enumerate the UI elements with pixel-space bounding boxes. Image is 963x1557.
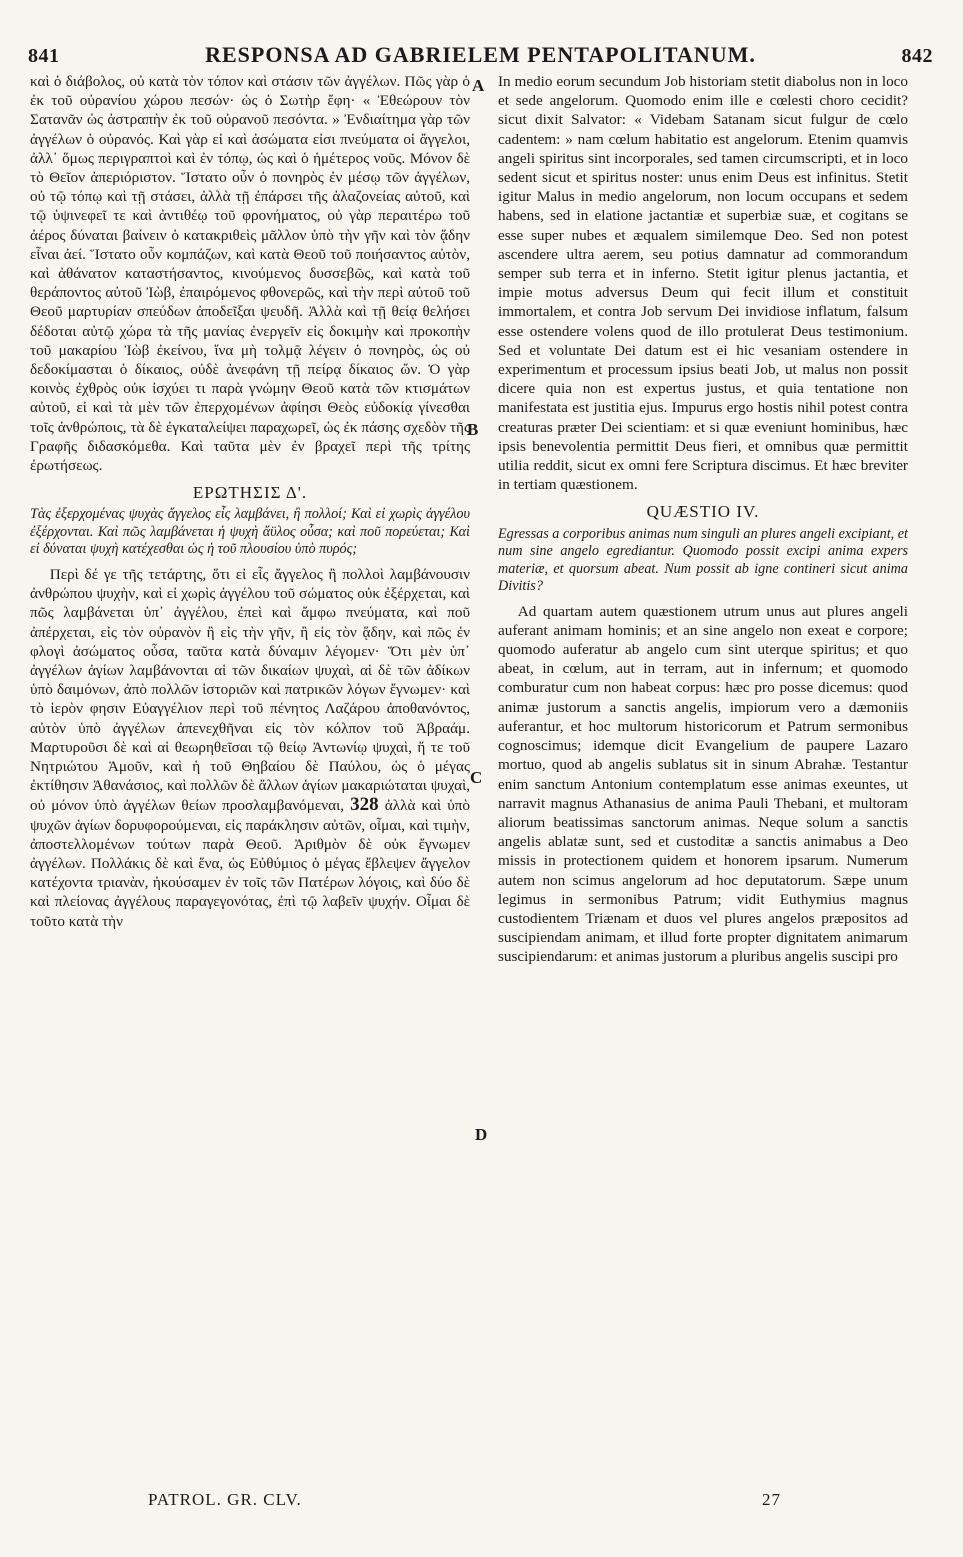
page-number-left: 841: [28, 45, 60, 67]
footer-signature: 27: [762, 1490, 781, 1509]
margin-letter-a: A: [472, 76, 485, 95]
margin-letter-b: B: [467, 420, 479, 439]
latin-column: [498, 72, 908, 967]
latin-question-summary: Egressas a corporibus animas num singuli an plures angeli excipiant, et num sine angelo egrediantur. Quomodo possit excipi anima expers materiæ, et quorsum abeat. Num possit ab igne contineri sicut anima Divitis?: [498, 525, 908, 595]
latin-paragraph-2: Ad quartam autem quæstionem utrum unus aut plures angeli auferant animam hominis; et an sine angelo non exeat e corpore; quomodo auferatur ab angelo cum sint uterque spiritus; et quo abeat, in cœlum, aut in terram, aut in infernum; et quomodo comburatur cum non habeat corpus: hæc pro posse dicemus: quod animæ justorum a sanctis angelis, impiorum vero a dæmoniis auferantur, et hoc multorum historicorum et Patrum sermonibus cognoscimus; idemque dicit Evangelium de paupere Lazaro mortuo, quod ab angelis sublatus sit in sinum Abrahæ. Testantur enim sanctum Antonium contemplatum esse animas exeuntes, ut narravit magnus Athanasius de anima Pauli Thebani, et multoram aliorum beatissimas sanctorum animas. Neque solum a sanctis angelis ablatæ sunt, sed et custoditæ a sanctis animabus a Deo missis in protectionem quidem et honorem ipsarum. Numerum autem non scimus angelorum ad hoc deputatorum. Sæpe unum legimus in sermonibus Patrum; vidit Euthymius magnus custodientem Triænam et duos vel plures angelos præpositos ad suscipiendam animam, et illud forte propter dignitatem animarum suscipiendarum: et animas justorum a pluribus angelis suscipi pro: [498, 602, 908, 966]
running-title: RESPONSA AD GABRIELEM PENTAPOLITANUM.: [205, 42, 756, 67]
latin-question-title: QUÆSTIO IV.: [646, 502, 760, 522]
greek-paragraph-2a: Περὶ δέ γε τῆς τετάρτης, ὅτι εἰ εἷς ἄγγελος ἢ πολλοὶ λαμβάνουσιν ἀνθρώπου ψυχὴν, καὶ εἰ χωρὶς ἀγγέλου τοῦ σώματος οὐκ ἐξέρχεται, καὶ πῶς λαμβάνεται ὑπ᾽ ἀγγέλου, ἐπεὶ καὶ ἄμφω πνεύματα, καὶ ποῦ ἀπέρχεται, εἰς τὸν οὐρανὸν ἢ εἰς τὴν γῆν, ἢ εἰς τὸν ᾅδην, καὶ πῶς ἐν φλογὶ ἀσώματος οὖσα, ταῦτα κατὰ δύναμιν λέγομεν· Ὅτι μὲν ὑπ᾽ ἀγγέλων ἁγίων λαμβάνονται αἱ τῶν δικαίων ψυχαὶ, αἱ δὲ τῶν ἀδίκων ὑπὸ δαιμόνων, ἀπὸ πολλῶν ἱστοριῶν καὶ πατρικῶν λόγων ἔγνωμεν· καὶ τὸ ἱερὸν φησιν Εὐαγγέλιον περὶ τοῦ πένητος Λαζάρου ἀποθανόντος, αὐτὸν ὑπὸ ἀγγέλων ἀπενεχθῆναι εἰς τὸν κόλπον τοῦ Ἀβραάμ. Μαρτυροῦσι δὲ καὶ αἱ θεωρηθεῖσαι τῷ θείῳ Ἀντωνίῳ ψυχαὶ, ἥ τε τοῦ Νητριώτου Ἀμοῦν, καὶ ἡ τοῦ Θηβαίου δὲ Παύλου, ὡς ὁ μέγας ἐκτίθησιν Ἀθανάσιος, καὶ πολλῶν δὲ ἄλλων ἁγίων μακαριώταται ψυχαὶ, οὐ μόνον ὑπὸ ἀγγέλων θείων προσλαμβανόμεναι,: [30, 565, 470, 815]
footer-series: PATROL. GR. CLV.: [148, 1490, 302, 1509]
margin-letter-c: C: [470, 768, 483, 787]
greek-question-title: ΕΡΩΤΗΣΙΣ Δ'.: [192, 483, 308, 503]
greek-paragraph-1: καὶ ὁ διάβολος, οὐ κατὰ τὸν τόπον καὶ στάσιν τῶν ἀγγέλων. Πῶς γὰρ ὁ ἐκ τοῦ οὐρανίου χώρου πεσών· ὡς ὁ Σωτὴρ ἔφη· « Ἐθεώρουν τὸν Σατανᾶν ὡς ἀστραπὴν ἐκ τοῦ οὐρανοῦ πεσόντα. » Ἐνδιαίτημα γὰρ τῶν ἀγγέλων ὁ οὐρανός. Καὶ γὰρ εἰ καὶ ἀσώματα εἰσι πνεύματα οἱ ἄγγελοι, ἀλλ᾽ ὅμως περιγραπτοὶ καὶ ἐν τόπῳ, ὡς καὶ ὁ ἡμέτερος νοῦς. Μόνον δὲ τὸ Θεῖον ἀπεριόριστον. Ἵστατο οὖν ὁ πονηρὸς ἐν μέσῳ τῶν ἀγγέλων, οὐ τῷ τόπῳ καὶ τῇ στάσει, ἀλλὰ τῇ ἐπάρσει τῆς ἀλαζονείας αὐτοῦ, καὶ τῷ ὑψινεφεῖ τε καὶ ἀντιθέῳ τοῦ φρονήματος, οὐ γὰρ περαιτέρω τοῦ ἀέρος δύναται βαίνειν ὁ κατακριθεὶς μᾶλλον ὑπὸ τὴν γῆν καὶ τὸν ᾅδην εἶναι ἀεί. Ἵστατο οὖν κομπάζων, καὶ κατὰ Θεοῦ τοῦ ποιήσαντος αὐτὸν, καὶ ἀθάνατον καταστήσαντος, κινούμενος δυσσεβῶς, καὶ κατὰ τοῦ θεράποντος αὐτοῦ Ἰὼβ, ἐπαιρόμενος φθονερῶς, καὶ τὴν περὶ αὐτοῦ τοῦ Θεοῦ μαρτυρίαν σπεύδων ἀποδεῖξαι ψευδῆ. Ἀλλὰ καὶ τῇ θείᾳ θελήσει δέδοται αὐτῷ χώρα τὰ τῆς μανίας ἐνεργεῖν εἰς δοκιμὴν καὶ προκοπὴν τοῦ μακαρίου Ἰὼβ ἐκείνου, ἵνα μὴ τολμᾷ λέγειν ὁ πονηρὸς, ὡς οὐ δεδοκίμασται ὁ δίκαιος, οὐδὲ ἀνεφάνη τῇ πείρᾳ δίκαιος ὤν. Ὁ γὰρ κοινὸς ἐχθρὸς οὐκ ἰσχύει τι παρὰ γνώμην Θεοῦ κατὰ τῶν κτισμάτων αὐτοῦ, εἰ καὶ τὰ μὲν τῶν ἐπερχομένων ἀφίησι Θεὸς εὐδοκίᾳ γίνεσθαι τοῖς ἀνθρώποις, τὰ δὲ ἐγκαταλείψει παραχωρεῖ, ὡς ἐκ πάσης σχεδὸν τῆς Γραφῆς διδασκόμεθα. Καὶ ταῦτα μὲν ἐν βραχεῖ περὶ τῆς τρίτης ἐρωτήσεως.: [30, 73, 470, 475]
greek-paragraph-2b: ἀλλὰ καὶ ὑπὸ ψυχῶν ἁγίων δορυφορούμεναι, εἰς παράκλησιν αὐτῶν, οἶμαι, καὶ τιμὴν, ἀποστελλομένων τούτων παρὰ Θεοῦ. Ἀριθμὸν δὲ οὐκ ἔγνωμεν ἀγγέλων. Πολλάκις δὲ καὶ ἕνα, ὡς Εὐθύμιος ὁ μέγας ἔβλεψεν ἄγγελον κατέχοντα τριανὰν, ἠκούσαμεν ἐν τοῖς τῶν Πατέρων λόγοις, καὶ δύο δὲ καὶ πλείονας ἀγγέλους παραγεγονότας, ἐπὶ τῷ λαβεῖν ψυχήν. Οἶμαι δὲ τοῦτο κατὰ τὴν: [30, 797, 470, 930]
greek-question-summary: Τὰς ἐξερχομένας ψυχὰς ἄγγελος εἷς λαμβάνει, ἢ πολλοί; Καὶ εἰ χωρὶς ἀγγέλου ἐξέρχονται. Καὶ πῶς λαμβάνεται ἡ ψυχὴ ἄϋλος οὖσα; καὶ ποῦ πορεύεται; Καὶ εἰ δύναται ψυχὴ κατέχεσθαι ὡς ἡ τοῦ πλουσίου ὑπὸ πυρός;: [30, 506, 470, 558]
greek-paragraph-2: [30, 565, 470, 931]
page-number-right: 842: [901, 45, 933, 67]
page-header: [28, 34, 933, 68]
column-number: 328: [350, 794, 379, 816]
margin-letter-d: D: [475, 1125, 488, 1144]
greek-column: [30, 72, 470, 931]
latin-paragraph-1: In medio eorum secundum Job historiam stetit diabolus non in loco et sede angelorum. Quomodo enim ille e cœlesti choro cecidit? sicut dixit Salvator: « Videbam Satanam sicut fulgur de cœlo cadentem: » nam cœlum habitatio est angelorum. Etenim quamvis angeli spiritus sint incorporales, sed tamen circumscripti, et in loco sedent sicut et spiritus noster: unus enim Deus est infinitus. Stetit igitur Malus in medio angelorum, non locum occupans et sedem habens, sed in elatione jactantiæ et superbiæ suæ, et cogitans se esse super nubes et æqualem similemque Deo. Sed non potest ascendere ultra aerem, seu potius damnatur ad commorandum semper sub terra et in inferno. Stetit igitur plenus jactantia, et impie motus adversus Deum qui fecit illum et constituit immortalem, et contra Job servum Dei invidiose inflatum, falsum esse ostendere volens quod de illo protulerat Deus testimonium. Sed et voluntate Dei datum est ei hic vesaniam ostendere in experimentum et processum ipsius beati Job, ut malus non possit dicere quia non est expertus justus, et quia tentatione non manifestata est justitia ejus. Impurus ergo hostis nihil potest contra creaturas præter Dei scientiam: et si quæ eveniunt hominibus, hæc ipsis benevolentia permittit Deus fieri, et omnibus quæ permittit utilia reddit, sicut ex omni fere Scriptura discimus. Et hæc breviter in tertiam quæstionem.: [498, 73, 908, 494]
